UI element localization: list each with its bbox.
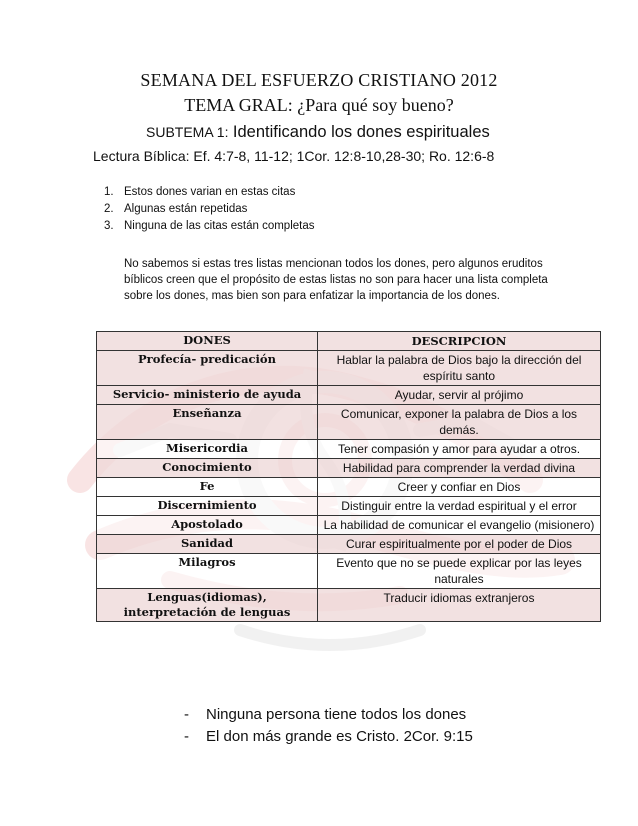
numbered-list bbox=[104, 184, 315, 235]
gift-name: Apostolado bbox=[97, 516, 318, 535]
gift-name: Misericordia bbox=[97, 440, 318, 459]
general-theme: TEMA GRAL: ¿Para qué soy bueno? bbox=[184, 95, 454, 115]
gift-description: Habilidad para comprender la verdad divina bbox=[318, 459, 601, 478]
intro-paragraph: No sabemos si estas tres listas mencionan todos los dones, pero algunos eruditos bíblicos creen que el propósito de estas listas no son para hacer una lista completa sobre los dones, mas bien son para enfatizar la importancia de los dones. bbox=[124, 258, 548, 302]
list-item: 1. Estos dones varian en estas citas bbox=[104, 186, 296, 198]
gift-name: Enseñanza bbox=[97, 405, 318, 440]
gift-name: Discernimiento bbox=[97, 497, 318, 516]
table-row bbox=[97, 589, 601, 622]
list-item: - Ninguna persona tiene todos los dones bbox=[184, 706, 467, 723]
gift-name: Lenguas(idiomas), interpretación de lenguas bbox=[97, 589, 318, 622]
gift-name: Fe bbox=[97, 478, 318, 497]
subtheme-text: Identificando los dones espirituales bbox=[232, 123, 490, 141]
main-title: SEMANA DEL ESFUERZO CRISTIANO 2012 bbox=[140, 70, 498, 90]
gift-description: Comunicar, exponer la palabra de Dios a los demás. bbox=[318, 405, 601, 440]
table-row bbox=[97, 386, 601, 405]
gift-description: Hablar la palabra de Dios bajo la dirección del espíritu santo bbox=[318, 351, 601, 386]
list-item: 3. Ninguna de las citas están completas bbox=[104, 220, 315, 232]
table-row bbox=[97, 459, 601, 478]
gift-description: Distinguir entre la verdad espiritual y el error bbox=[318, 497, 601, 516]
gift-description: Ayudar, servir al prójimo bbox=[318, 386, 601, 405]
column-header-dones: DONES bbox=[97, 332, 318, 351]
gift-name: Profecía- predicación bbox=[97, 351, 318, 386]
gift-description: Creer y confiar en Dios bbox=[318, 478, 601, 497]
table-row bbox=[97, 405, 601, 440]
subtheme bbox=[146, 123, 490, 142]
subtheme-prefix: SUBTEMA 1: bbox=[146, 124, 229, 140]
conclusion-list bbox=[184, 704, 473, 748]
gift-description: Curar espiritualmente por el poder de Dios bbox=[318, 535, 601, 554]
gift-description: La habilidad de comunicar el evangelio (misionero) bbox=[318, 516, 601, 535]
gift-name: Milagros bbox=[97, 554, 318, 589]
table-header-row bbox=[97, 332, 601, 351]
table-row bbox=[97, 351, 601, 386]
column-header-descripcion: DESCRIPCION bbox=[318, 332, 601, 351]
table-row bbox=[97, 535, 601, 554]
table-row bbox=[97, 440, 601, 459]
table-row bbox=[97, 516, 601, 535]
gift-description: Traducir idiomas extranjeros bbox=[318, 589, 601, 622]
table-row bbox=[97, 497, 601, 516]
table-row bbox=[97, 554, 601, 589]
bible-reading: Lectura Bíblica: Ef. 4:7-8, 11-12; 1Cor. 12:8-10,28-30; Ro. 12:6-8 bbox=[93, 148, 495, 164]
gift-description: Tener compasión y amor para ayudar a otros. bbox=[318, 440, 601, 459]
table-row bbox=[97, 478, 601, 497]
list-item: 2. Algunas están repetidas bbox=[104, 203, 248, 215]
gift-name: Conocimiento bbox=[97, 459, 318, 478]
gift-name: Sanidad bbox=[97, 535, 318, 554]
gifts-table bbox=[96, 331, 601, 622]
gift-name: Servicio- ministerio de ayuda bbox=[97, 386, 318, 405]
gift-description: Evento que no se puede explicar por las leyes naturales bbox=[318, 554, 601, 589]
list-item: - El don más grande es Cristo. 2Cor. 9:15 bbox=[184, 728, 473, 745]
